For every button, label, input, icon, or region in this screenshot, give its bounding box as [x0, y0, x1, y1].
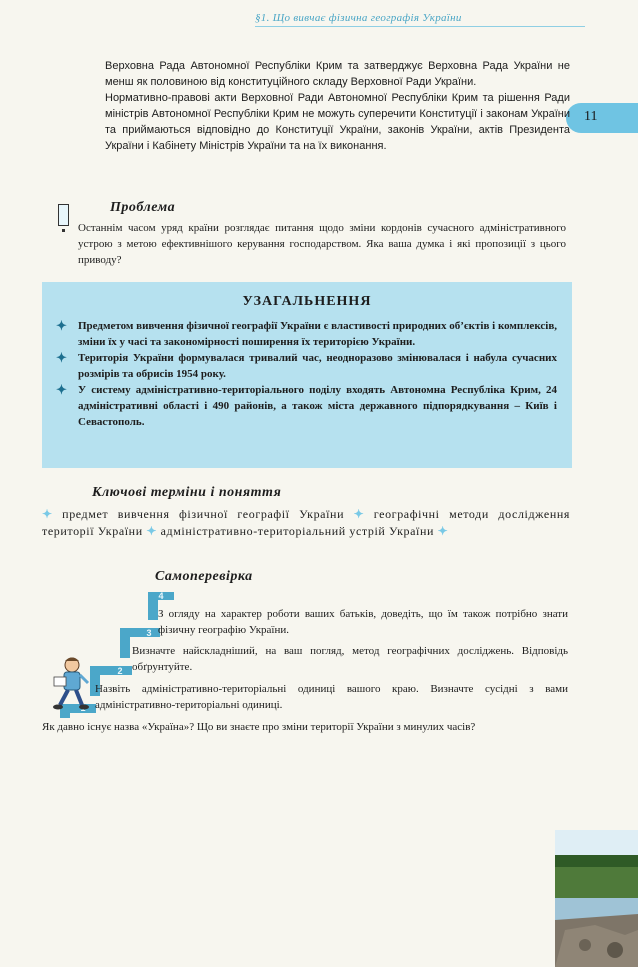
key-term: адміністративно-територіальний устрій України	[160, 524, 435, 538]
star-separator-icon: ✦	[353, 507, 365, 521]
summary-item-text: У систему адміністративно-територіального поділу входять Автономна Республіка Крим, 24 адміністративні області і 490 районів, а також міста державного підпорядкування – Київ і Севастополь.	[78, 384, 557, 428]
star-bullet-icon: ✦	[56, 318, 67, 333]
summary-box	[42, 282, 572, 468]
summary-item	[52, 350, 557, 382]
self-check-question: Визначте найскладніший, на ваш погляд, метод географічних досліджень. Відповідь обґрунтуйте.	[132, 645, 568, 673]
level-number-2: 2	[117, 666, 123, 676]
self-check-question: Назвіть адміністративно-територіальні одиниці вашого краю. Визначте сусідні з вами адміністративно-територіальні одиниці.	[95, 683, 568, 711]
summary-heading: УЗАГАЛЬНЕННЯ	[242, 294, 372, 309]
problem-heading: Проблема	[110, 200, 176, 215]
key-term: предмет вивчення фізичної географії України	[62, 507, 345, 521]
star-bullet-icon: ✦	[56, 382, 67, 397]
summary-list	[52, 318, 557, 430]
summary-item-text: Предметом вивчення фізичної географії України є властивості природних об’єктів і комплексів, зміни їх у часі та закономірності поширення їх територією України.	[78, 320, 558, 348]
star-separator-icon: ✦	[42, 507, 53, 521]
summary-item	[52, 382, 557, 430]
exclamation-icon	[58, 204, 69, 226]
landscape-photo	[555, 830, 638, 967]
level-number-3: 3	[146, 628, 152, 638]
star-separator-icon: ✦	[437, 524, 449, 538]
intro-text	[105, 58, 570, 154]
summary-item-text: Територія України формувалася тривалий час, неодноразово змінювалася і набула сучасних розмірів та обрисів 1954 року.	[78, 352, 557, 380]
star-bullet-icon: ✦	[56, 350, 67, 365]
self-check-question: З огляду на характер роботи ваших батьків, доведіть, що їм також потрібно знати фізичну географію України.	[158, 608, 568, 636]
key-terms-list	[42, 506, 570, 540]
intro-paragraph: Верховна Рада Автономної Республіки Крим та затверджує Верховна Рада України не менш як половиною від конституційного складу Верховної Ради України.	[105, 60, 570, 88]
intro-paragraph: Нормативно-правові акти Верховної Ради Автономної Республіки Крим та рішення Ради міністрів Автономної Республіки Крим не можуть суперечити Конституції і законам України та приймаються відповідно до Конституції України, законів України, актів Президента України і Кабінету Міністрів України та на їх виконання.	[105, 92, 570, 152]
level-number-4: 4	[158, 591, 164, 601]
page-number: 11	[584, 109, 598, 124]
self-check-question: Як давно існує назва «Україна»? Що ви знаєте про зміни території України з минулих часів?	[42, 721, 476, 733]
summary-item	[52, 318, 557, 350]
problem-text: Останнім часом уряд країни розглядає питання щодо зміни кордонів сучасного адміністративного устрою з метою ефективнішого керування господарством. Яка ваша думка і які пропозиції з цього приводу?	[78, 222, 566, 266]
key-terms-heading: Ключові терміни і поняття	[92, 485, 282, 500]
key-term: географічні методи дослідження території України	[42, 507, 570, 538]
self-check-heading: Самоперевірка	[155, 569, 253, 584]
running-header: §1. Що вивчає фізична географія України	[255, 12, 585, 27]
student-illustration	[44, 655, 94, 717]
page-number-tab	[566, 103, 638, 133]
star-separator-icon: ✦	[146, 524, 157, 538]
